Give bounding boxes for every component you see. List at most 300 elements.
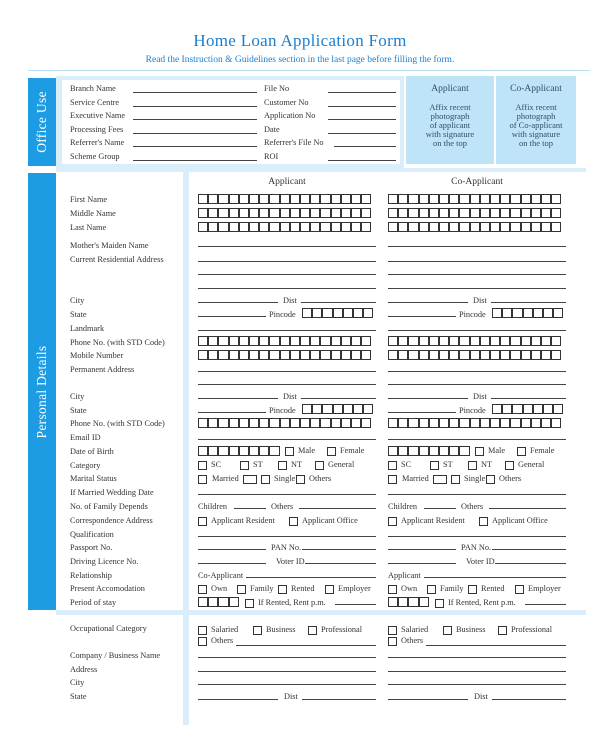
applicant-phone2-box[interactable] bbox=[269, 418, 279, 428]
applicant-sc-checkbox[interactable] bbox=[198, 461, 207, 470]
coapplicant-period-box[interactable] bbox=[388, 597, 398, 607]
coapplicant-middle-name-box[interactable] bbox=[449, 208, 459, 218]
applicant-state-line[interactable] bbox=[198, 316, 266, 317]
coapplicant-professional-checkbox[interactable] bbox=[498, 626, 507, 635]
coapplicant-phone-box[interactable] bbox=[531, 336, 541, 346]
coapplicant-male-checkbox[interactable] bbox=[475, 447, 484, 456]
coapplicant-first-name-box[interactable] bbox=[449, 194, 459, 204]
coapplicant-pincode2-box[interactable] bbox=[543, 404, 553, 414]
applicant-first-name-box[interactable] bbox=[351, 194, 361, 204]
coapplicant-address-line[interactable] bbox=[388, 274, 566, 275]
coapplicant-occ-address-line[interactable] bbox=[388, 671, 566, 672]
photo-applicant-box[interactable] bbox=[406, 76, 494, 164]
coapplicant-corr-resident-checkbox[interactable] bbox=[388, 517, 397, 526]
applicant-phone2-box[interactable] bbox=[310, 418, 320, 428]
coapplicant-phone2-box[interactable] bbox=[419, 418, 429, 428]
coapplicant-last-name-box[interactable] bbox=[439, 222, 449, 232]
applicant-occ-others-checkbox[interactable] bbox=[198, 637, 207, 646]
applicant-period-box[interactable] bbox=[208, 597, 218, 607]
coapplicant-business-checkbox[interactable] bbox=[443, 626, 452, 635]
applicant-family-others-line[interactable] bbox=[299, 508, 376, 509]
applicant-phone2-box[interactable] bbox=[218, 418, 228, 428]
applicant-middle-name-box[interactable] bbox=[290, 208, 300, 218]
applicant-first-name-box[interactable] bbox=[198, 194, 208, 204]
coapplicant-mobile-box[interactable] bbox=[398, 350, 408, 360]
applicant-phone2-box[interactable] bbox=[208, 418, 218, 428]
applicant-phone-box[interactable] bbox=[310, 336, 320, 346]
applicant-pincode2-box[interactable] bbox=[302, 404, 312, 414]
coapplicant-mobile-box[interactable] bbox=[480, 350, 490, 360]
coapplicant-first-name-box[interactable] bbox=[551, 194, 561, 204]
applicant-phone2-box[interactable] bbox=[239, 418, 249, 428]
coapplicant-phone-box[interactable] bbox=[521, 336, 531, 346]
coapplicant-dob-box[interactable] bbox=[439, 446, 449, 456]
applicant-phone2-box[interactable] bbox=[259, 418, 269, 428]
applicant-phone2-box[interactable] bbox=[341, 418, 351, 428]
coapplicant-occ-others-line[interactable] bbox=[426, 645, 566, 646]
applicant-single-checkbox[interactable] bbox=[261, 475, 270, 484]
coapplicant-first-name-box[interactable] bbox=[398, 194, 408, 204]
coapplicant-phone2-box[interactable] bbox=[531, 418, 541, 428]
applicant-mobile-box[interactable] bbox=[290, 350, 300, 360]
coapplicant-others-checkbox[interactable] bbox=[486, 475, 495, 484]
applicant-last-name-box[interactable] bbox=[259, 222, 269, 232]
coapplicant-middle-name-box[interactable] bbox=[531, 208, 541, 218]
coapplicant-mobile-box[interactable] bbox=[541, 350, 551, 360]
applicant-dob-box[interactable] bbox=[198, 446, 208, 456]
applicant-first-name-box[interactable] bbox=[208, 194, 218, 204]
applicant-pincode-box[interactable] bbox=[333, 308, 343, 318]
coapplicant-last-name-box[interactable] bbox=[408, 222, 418, 232]
applicant-first-name-box[interactable] bbox=[300, 194, 310, 204]
applicant-phone-box[interactable] bbox=[280, 336, 290, 346]
applicant-salaried-checkbox[interactable] bbox=[198, 626, 207, 635]
applicant-middle-name-box[interactable] bbox=[320, 208, 330, 218]
coapplicant-first-name-box[interactable] bbox=[510, 194, 520, 204]
applicant-others-checkbox[interactable] bbox=[296, 475, 305, 484]
applicant-mobile-box[interactable] bbox=[320, 350, 330, 360]
coapplicant-nt-checkbox[interactable] bbox=[468, 461, 477, 470]
coapplicant-dob-box[interactable] bbox=[419, 446, 429, 456]
office-left-line[interactable] bbox=[133, 160, 257, 161]
coapplicant-first-name-box[interactable] bbox=[541, 194, 551, 204]
applicant-last-name-box[interactable] bbox=[320, 222, 330, 232]
coapplicant-pincode-box[interactable] bbox=[523, 308, 533, 318]
applicant-phone2-box[interactable] bbox=[300, 418, 310, 428]
office-right-line[interactable] bbox=[334, 146, 396, 147]
applicant-phone-box[interactable] bbox=[208, 336, 218, 346]
applicant-dob-box[interactable] bbox=[239, 446, 249, 456]
applicant-phone2-box[interactable] bbox=[290, 418, 300, 428]
applicant-middle-name-box[interactable] bbox=[239, 208, 249, 218]
coapplicant-phone-box[interactable] bbox=[408, 336, 418, 346]
coapplicant-pan-line[interactable] bbox=[492, 549, 566, 550]
applicant-pincode-box[interactable] bbox=[302, 308, 312, 318]
coapplicant-female-checkbox[interactable] bbox=[517, 447, 526, 456]
coapplicant-phone2-box[interactable] bbox=[480, 418, 490, 428]
coapplicant-mobile-box[interactable] bbox=[531, 350, 541, 360]
coapplicant-company-line[interactable] bbox=[388, 657, 566, 658]
office-right-line[interactable] bbox=[328, 119, 396, 120]
coapplicant-pincode2-box[interactable] bbox=[512, 404, 522, 414]
applicant-last-name-box[interactable] bbox=[249, 222, 259, 232]
applicant-occ-city-line[interactable] bbox=[198, 684, 376, 685]
coapplicant-pincode-box[interactable] bbox=[553, 308, 563, 318]
coapplicant-dob-box[interactable] bbox=[408, 446, 418, 456]
applicant-last-name-box[interactable] bbox=[361, 222, 371, 232]
applicant-pan-line[interactable] bbox=[302, 549, 376, 550]
applicant-phone-box[interactable] bbox=[198, 336, 208, 346]
office-right-line[interactable] bbox=[328, 133, 396, 134]
coapplicant-rented-checkbox[interactable] bbox=[468, 585, 477, 594]
coapplicant-first-name-box[interactable] bbox=[480, 194, 490, 204]
coapplicant-pincode2-box[interactable] bbox=[502, 404, 512, 414]
coapplicant-middle-name-box[interactable] bbox=[480, 208, 490, 218]
applicant-middle-name-box[interactable] bbox=[249, 208, 259, 218]
coapplicant-mobile-box[interactable] bbox=[439, 350, 449, 360]
coapplicant-first-name-box[interactable] bbox=[439, 194, 449, 204]
coapplicant-first-name-box[interactable] bbox=[521, 194, 531, 204]
coapplicant-middle-name-box[interactable] bbox=[398, 208, 408, 218]
applicant-middle-name-box[interactable] bbox=[259, 208, 269, 218]
applicant-married-field[interactable] bbox=[243, 475, 257, 484]
coapplicant-phone2-box[interactable] bbox=[510, 418, 520, 428]
coapplicant-last-name-box[interactable] bbox=[551, 222, 561, 232]
applicant-mobile-box[interactable] bbox=[280, 350, 290, 360]
applicant-pincode2-box[interactable] bbox=[333, 404, 343, 414]
applicant-mobile-box[interactable] bbox=[361, 350, 371, 360]
applicant-mobile-box[interactable] bbox=[229, 350, 239, 360]
coapplicant-mobile-box[interactable] bbox=[419, 350, 429, 360]
office-left-line[interactable] bbox=[133, 119, 257, 120]
coapplicant-last-name-box[interactable] bbox=[490, 222, 500, 232]
coapplicant-last-name-box[interactable] bbox=[510, 222, 520, 232]
applicant-first-name-box[interactable] bbox=[341, 194, 351, 204]
applicant-first-name-box[interactable] bbox=[229, 194, 239, 204]
coapplicant-if-rented-checkbox[interactable] bbox=[435, 599, 444, 608]
coapplicant-driving-line[interactable] bbox=[388, 563, 456, 564]
coapplicant-phone-box[interactable] bbox=[480, 336, 490, 346]
applicant-family-checkbox[interactable] bbox=[237, 585, 246, 594]
coapplicant-period-box[interactable] bbox=[419, 597, 429, 607]
coapplicant-middle-name-box[interactable] bbox=[408, 208, 418, 218]
coapplicant-middle-name-box[interactable] bbox=[470, 208, 480, 218]
coapplicant-state2-line[interactable] bbox=[388, 412, 456, 413]
applicant-last-name-box[interactable] bbox=[331, 222, 341, 232]
applicant-period-box[interactable] bbox=[218, 597, 228, 607]
applicant-middle-name-box[interactable] bbox=[331, 208, 341, 218]
coapplicant-phone-box[interactable] bbox=[459, 336, 469, 346]
coapplicant-sc-checkbox[interactable] bbox=[388, 461, 397, 470]
coapplicant-general-checkbox[interactable] bbox=[505, 461, 514, 470]
coapplicant-phone-box[interactable] bbox=[541, 336, 551, 346]
applicant-professional-checkbox[interactable] bbox=[308, 626, 317, 635]
coapplicant-middle-name-box[interactable] bbox=[500, 208, 510, 218]
office-left-line[interactable] bbox=[133, 133, 257, 134]
coapplicant-single-checkbox[interactable] bbox=[451, 475, 460, 484]
coapplicant-mobile-box[interactable] bbox=[449, 350, 459, 360]
applicant-pincode-box[interactable] bbox=[312, 308, 322, 318]
coapplicant-middle-name-box[interactable] bbox=[439, 208, 449, 218]
coapplicant-middle-name-box[interactable] bbox=[419, 208, 429, 218]
coapplicant-middle-name-box[interactable] bbox=[510, 208, 520, 218]
applicant-occ-dist-line[interactable] bbox=[302, 699, 376, 700]
coapplicant-pincode-box[interactable] bbox=[533, 308, 543, 318]
coapplicant-voter-line[interactable] bbox=[495, 563, 566, 564]
applicant-phone-box[interactable] bbox=[290, 336, 300, 346]
office-left-line[interactable] bbox=[133, 146, 257, 147]
coapplicant-period-box[interactable] bbox=[408, 597, 418, 607]
applicant-phone2-box[interactable] bbox=[351, 418, 361, 428]
coapplicant-middle-name-box[interactable] bbox=[429, 208, 439, 218]
coapplicant-mobile-box[interactable] bbox=[510, 350, 520, 360]
coapplicant-phone-box[interactable] bbox=[500, 336, 510, 346]
applicant-pincode-box[interactable] bbox=[353, 308, 363, 318]
applicant-if-rented-checkbox[interactable] bbox=[245, 599, 254, 608]
coapplicant-mobile-box[interactable] bbox=[459, 350, 469, 360]
coapplicant-perm-address-line[interactable] bbox=[388, 371, 566, 372]
applicant-last-name-box[interactable] bbox=[310, 222, 320, 232]
coapplicant-city-line[interactable] bbox=[388, 302, 468, 303]
coapplicant-dob-box[interactable] bbox=[429, 446, 439, 456]
coapplicant-phone-box[interactable] bbox=[510, 336, 520, 346]
coapplicant-mobile-box[interactable] bbox=[500, 350, 510, 360]
coapplicant-last-name-box[interactable] bbox=[419, 222, 429, 232]
coapplicant-last-name-box[interactable] bbox=[521, 222, 531, 232]
applicant-pincode2-box[interactable] bbox=[363, 404, 373, 414]
applicant-phone-box[interactable] bbox=[218, 336, 228, 346]
applicant-mobile-box[interactable] bbox=[269, 350, 279, 360]
applicant-first-name-box[interactable] bbox=[218, 194, 228, 204]
coapplicant-middle-name-box[interactable] bbox=[521, 208, 531, 218]
coapplicant-last-name-box[interactable] bbox=[398, 222, 408, 232]
applicant-first-name-box[interactable] bbox=[249, 194, 259, 204]
applicant-last-name-box[interactable] bbox=[300, 222, 310, 232]
applicant-phone-box[interactable] bbox=[361, 336, 371, 346]
coapplicant-phone-box[interactable] bbox=[439, 336, 449, 346]
applicant-middle-name-box[interactable] bbox=[198, 208, 208, 218]
applicant-voter-line[interactable] bbox=[305, 563, 376, 564]
applicant-mobile-box[interactable] bbox=[300, 350, 310, 360]
coapplicant-address-line[interactable] bbox=[388, 288, 566, 289]
coapplicant-phone-box[interactable] bbox=[388, 336, 398, 346]
applicant-last-name-box[interactable] bbox=[280, 222, 290, 232]
applicant-mobile-box[interactable] bbox=[341, 350, 351, 360]
coapplicant-pincode2-box[interactable] bbox=[533, 404, 543, 414]
applicant-first-name-box[interactable] bbox=[290, 194, 300, 204]
applicant-perm-address-line[interactable] bbox=[198, 371, 376, 372]
applicant-pincode-box[interactable] bbox=[343, 308, 353, 318]
applicant-dist-line[interactable] bbox=[301, 302, 376, 303]
coapplicant-phone2-box[interactable] bbox=[398, 418, 408, 428]
applicant-phone-box[interactable] bbox=[300, 336, 310, 346]
applicant-phone2-box[interactable] bbox=[198, 418, 208, 428]
applicant-email-line[interactable] bbox=[198, 439, 376, 440]
applicant-dob-box[interactable] bbox=[229, 446, 239, 456]
applicant-last-name-box[interactable] bbox=[269, 222, 279, 232]
coapplicant-city2-line[interactable] bbox=[388, 398, 468, 399]
applicant-first-name-box[interactable] bbox=[269, 194, 279, 204]
coapplicant-phone2-box[interactable] bbox=[459, 418, 469, 428]
coapplicant-first-name-box[interactable] bbox=[531, 194, 541, 204]
coapplicant-pincode-box[interactable] bbox=[543, 308, 553, 318]
applicant-phone2-box[interactable] bbox=[280, 418, 290, 428]
applicant-phone2-box[interactable] bbox=[331, 418, 341, 428]
coapplicant-phone2-box[interactable] bbox=[470, 418, 480, 428]
coapplicant-pincode2-box[interactable] bbox=[523, 404, 533, 414]
applicant-dob-box[interactable] bbox=[218, 446, 228, 456]
coapplicant-first-name-box[interactable] bbox=[470, 194, 480, 204]
applicant-last-name-box[interactable] bbox=[290, 222, 300, 232]
coapplicant-phone-box[interactable] bbox=[398, 336, 408, 346]
coapplicant-middle-name-box[interactable] bbox=[459, 208, 469, 218]
coapplicant-phone-box[interactable] bbox=[419, 336, 429, 346]
coapplicant-last-name-box[interactable] bbox=[429, 222, 439, 232]
coapplicant-phone-box[interactable] bbox=[449, 336, 459, 346]
applicant-middle-name-box[interactable] bbox=[310, 208, 320, 218]
applicant-last-name-box[interactable] bbox=[198, 222, 208, 232]
applicant-pincode-box[interactable] bbox=[322, 308, 332, 318]
applicant-last-name-box[interactable] bbox=[341, 222, 351, 232]
applicant-middle-name-box[interactable] bbox=[229, 208, 239, 218]
applicant-phone-box[interactable] bbox=[249, 336, 259, 346]
coapplicant-landmark-line[interactable] bbox=[388, 330, 566, 331]
applicant-children-line[interactable] bbox=[234, 508, 266, 509]
applicant-phone-box[interactable] bbox=[341, 336, 351, 346]
applicant-phone2-box[interactable] bbox=[249, 418, 259, 428]
coapplicant-first-name-box[interactable] bbox=[459, 194, 469, 204]
applicant-qualification-line[interactable] bbox=[198, 536, 376, 537]
applicant-phone-box[interactable] bbox=[331, 336, 341, 346]
coapplicant-mobile-box[interactable] bbox=[388, 350, 398, 360]
applicant-driving-line[interactable] bbox=[198, 563, 266, 564]
coapplicant-first-name-box[interactable] bbox=[500, 194, 510, 204]
coapplicant-mobile-box[interactable] bbox=[408, 350, 418, 360]
applicant-first-name-box[interactable] bbox=[239, 194, 249, 204]
coapplicant-first-name-box[interactable] bbox=[419, 194, 429, 204]
applicant-pincode-box[interactable] bbox=[363, 308, 373, 318]
office-left-line[interactable] bbox=[133, 106, 257, 107]
applicant-last-name-box[interactable] bbox=[218, 222, 228, 232]
office-left-line[interactable] bbox=[133, 92, 257, 93]
applicant-perm-address-line[interactable] bbox=[198, 384, 376, 385]
coapplicant-first-name-box[interactable] bbox=[490, 194, 500, 204]
applicant-address-line[interactable] bbox=[198, 274, 376, 275]
applicant-mobile-box[interactable] bbox=[208, 350, 218, 360]
coapplicant-mobile-box[interactable] bbox=[490, 350, 500, 360]
applicant-phone2-box[interactable] bbox=[361, 418, 371, 428]
coapplicant-dob-box[interactable] bbox=[388, 446, 398, 456]
coapplicant-last-name-box[interactable] bbox=[388, 222, 398, 232]
coapplicant-mobile-box[interactable] bbox=[429, 350, 439, 360]
applicant-phone2-box[interactable] bbox=[320, 418, 330, 428]
coapplicant-family-others-line[interactable] bbox=[489, 508, 566, 509]
coapplicant-occ-city-line[interactable] bbox=[388, 684, 566, 685]
applicant-last-name-box[interactable] bbox=[239, 222, 249, 232]
coapplicant-phone2-box[interactable] bbox=[449, 418, 459, 428]
applicant-last-name-box[interactable] bbox=[351, 222, 361, 232]
applicant-address-line[interactable] bbox=[198, 261, 376, 262]
applicant-dist2-line[interactable] bbox=[301, 398, 376, 399]
applicant-landmark-line[interactable] bbox=[198, 330, 376, 331]
coapplicant-wedding-line[interactable] bbox=[388, 494, 566, 495]
applicant-female-checkbox[interactable] bbox=[327, 447, 336, 456]
coapplicant-salaried-checkbox[interactable] bbox=[388, 626, 397, 635]
applicant-mobile-box[interactable] bbox=[249, 350, 259, 360]
coapplicant-middle-name-box[interactable] bbox=[541, 208, 551, 218]
applicant-occ-others-line[interactable] bbox=[236, 645, 376, 646]
coapplicant-relationship-line[interactable] bbox=[424, 577, 566, 578]
applicant-pincode2-box[interactable] bbox=[353, 404, 363, 414]
applicant-city2-line[interactable] bbox=[198, 398, 278, 399]
applicant-state2-line[interactable] bbox=[198, 412, 266, 413]
coapplicant-family-checkbox[interactable] bbox=[427, 585, 436, 594]
coapplicant-state-line[interactable] bbox=[388, 316, 456, 317]
office-right-line[interactable] bbox=[328, 106, 396, 107]
applicant-wedding-line[interactable] bbox=[198, 494, 376, 495]
coapplicant-last-name-box[interactable] bbox=[531, 222, 541, 232]
coapplicant-phone-box[interactable] bbox=[490, 336, 500, 346]
applicant-mobile-box[interactable] bbox=[259, 350, 269, 360]
coapplicant-pincode-box[interactable] bbox=[502, 308, 512, 318]
coapplicant-rent-line[interactable] bbox=[525, 604, 566, 605]
coapplicant-first-name-box[interactable] bbox=[429, 194, 439, 204]
applicant-occ-state-line[interactable] bbox=[198, 699, 278, 700]
coapplicant-phone2-box[interactable] bbox=[541, 418, 551, 428]
applicant-dob-box[interactable] bbox=[269, 446, 279, 456]
applicant-dob-box[interactable] bbox=[259, 446, 269, 456]
applicant-first-name-box[interactable] bbox=[320, 194, 330, 204]
applicant-period-box[interactable] bbox=[198, 597, 208, 607]
coapplicant-corr-office-checkbox[interactable] bbox=[479, 517, 488, 526]
coapplicant-last-name-box[interactable] bbox=[500, 222, 510, 232]
applicant-general-checkbox[interactable] bbox=[315, 461, 324, 470]
applicant-period-box[interactable] bbox=[229, 597, 239, 607]
applicant-passport-line[interactable] bbox=[198, 549, 266, 550]
coapplicant-phone2-box[interactable] bbox=[439, 418, 449, 428]
office-right-line[interactable] bbox=[328, 160, 396, 161]
coapplicant-phone2-box[interactable] bbox=[408, 418, 418, 428]
applicant-mobile-box[interactable] bbox=[331, 350, 341, 360]
coapplicant-st-checkbox[interactable] bbox=[430, 461, 439, 470]
applicant-mobile-box[interactable] bbox=[310, 350, 320, 360]
applicant-city-line[interactable] bbox=[198, 302, 278, 303]
applicant-first-name-box[interactable] bbox=[331, 194, 341, 204]
applicant-last-name-box[interactable] bbox=[208, 222, 218, 232]
coapplicant-dob-box[interactable] bbox=[398, 446, 408, 456]
applicant-middle-name-box[interactable] bbox=[269, 208, 279, 218]
applicant-last-name-box[interactable] bbox=[229, 222, 239, 232]
coapplicant-email-line[interactable] bbox=[388, 439, 566, 440]
applicant-business-checkbox[interactable] bbox=[253, 626, 262, 635]
applicant-phone-box[interactable] bbox=[269, 336, 279, 346]
coapplicant-last-name-box[interactable] bbox=[541, 222, 551, 232]
photo-coapplicant-box[interactable] bbox=[496, 76, 576, 164]
coapplicant-occ-dist-line[interactable] bbox=[492, 699, 566, 700]
coapplicant-dist2-line[interactable] bbox=[491, 398, 566, 399]
coapplicant-middle-name-box[interactable] bbox=[490, 208, 500, 218]
coapplicant-perm-address-line[interactable] bbox=[388, 384, 566, 385]
coapplicant-dob-box[interactable] bbox=[459, 446, 469, 456]
coapplicant-period-box[interactable] bbox=[398, 597, 408, 607]
applicant-first-name-box[interactable] bbox=[280, 194, 290, 204]
applicant-mobile-box[interactable] bbox=[198, 350, 208, 360]
coapplicant-phone2-box[interactable] bbox=[500, 418, 510, 428]
applicant-phone-box[interactable] bbox=[320, 336, 330, 346]
applicant-nt-checkbox[interactable] bbox=[278, 461, 287, 470]
coapplicant-pincode-box[interactable] bbox=[492, 308, 502, 318]
applicant-own-checkbox[interactable] bbox=[198, 585, 207, 594]
